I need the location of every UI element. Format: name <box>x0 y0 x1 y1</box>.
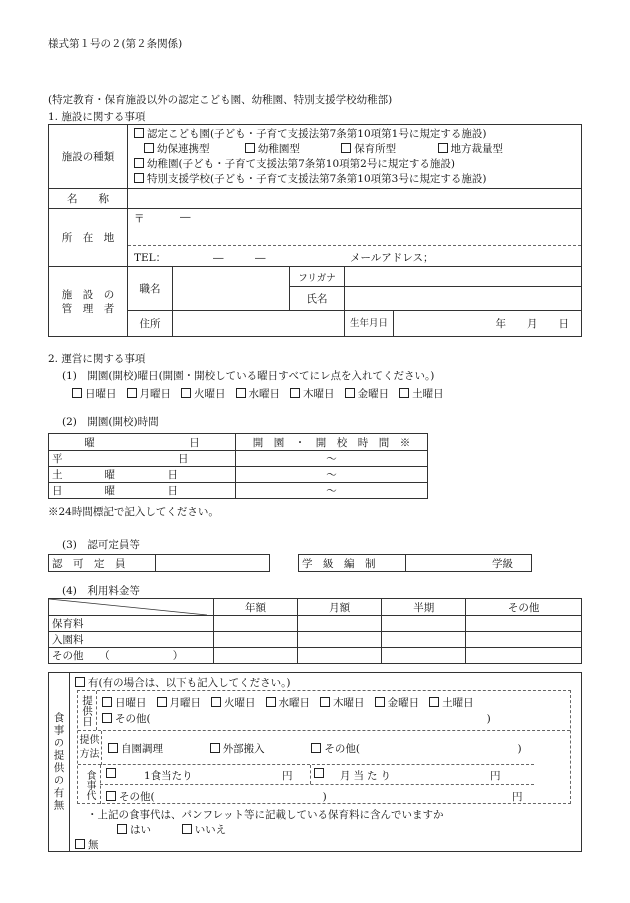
days-label: 提供日 <box>81 694 93 727</box>
fee-col-annual: 年額 <box>214 599 298 616</box>
dob-label: 生年月日 <box>345 311 394 337</box>
meals-answer-row <box>117 822 226 837</box>
answer-no: いいえ <box>194 824 227 836</box>
method-option: 外部搬入 <box>222 743 265 755</box>
per-meal-cell[interactable] <box>100 765 311 784</box>
method-row <box>78 730 570 765</box>
sub-option: 保育所型 <box>354 142 397 155</box>
method-option: 自園調理 <box>121 743 163 755</box>
checkbox[interactable] <box>211 697 221 707</box>
capacity-label: 認 可 定 員 <box>49 555 156 572</box>
manager-label: 管 理 者 <box>61 302 115 315</box>
residence-label: 住所 <box>128 311 173 337</box>
form-subtitle: (特定教育・保育施設以外の認定こども園、幼稚園、特別支援学校幼稚部) <box>48 94 393 106</box>
option-special-school: 特別支援学校(子ども・子育て支援法第7条第10項第3号に規定する施設) <box>147 172 487 185</box>
opening-days-title: (1) 開園(開校)曜日(開園・開校している曜日すべてにレ点を入れてください。) <box>62 370 435 382</box>
hours-row-field[interactable]: ～ <box>236 467 428 483</box>
days-label-cell <box>78 691 97 730</box>
name-field[interactable] <box>128 189 582 209</box>
day-label: 水曜日 <box>248 388 281 400</box>
sub-option: 幼稚園型 <box>257 142 300 155</box>
hours-head-time: 開 園 ・ 開 校 時 間 ※ <box>236 434 428 451</box>
checkbox[interactable] <box>108 743 118 753</box>
checkbox[interactable] <box>102 713 112 723</box>
meal-days-other <box>102 711 491 726</box>
checkbox[interactable] <box>75 839 85 849</box>
residence-field[interactable] <box>173 311 345 337</box>
checkbox[interactable] <box>134 173 144 183</box>
fee-cell[interactable] <box>298 616 382 632</box>
meals-no-row <box>75 837 99 852</box>
fee-cell[interactable] <box>214 616 298 632</box>
fee-col-half: 半期 <box>382 599 466 616</box>
checkbox[interactable] <box>106 768 116 778</box>
checkbox[interactable] <box>75 677 85 687</box>
yen-label: 円 <box>490 770 501 782</box>
checkbox[interactable] <box>134 128 144 138</box>
hours-row-label: 日 曜 日 <box>49 483 236 499</box>
capacity-table <box>48 554 270 572</box>
day-label: 金曜日 <box>357 388 390 400</box>
dob-field[interactable]: 年 月 日 <box>394 311 582 337</box>
fees-corner <box>49 599 214 616</box>
fee-cell[interactable] <box>382 632 466 648</box>
checkbox[interactable] <box>290 388 300 398</box>
furigana-label: フリガナ <box>290 267 345 287</box>
checkbox[interactable] <box>117 824 127 834</box>
cost-row <box>78 764 534 804</box>
checkbox[interactable] <box>157 697 167 707</box>
opening-hours-title: (2) 開園(開校)時間 <box>62 416 159 428</box>
fee-row-label: 保育料 <box>49 616 214 632</box>
section1-heading: 1. 施設に関する事項 <box>48 111 146 123</box>
yen-label: 円 <box>282 770 293 782</box>
day-label: 月曜日 <box>139 388 172 400</box>
hours-note: ※24時間標記で記入してください。 <box>48 506 219 518</box>
capacity-title: (3) 認可定員等 <box>62 539 140 551</box>
diagonal-line <box>49 599 207 615</box>
option-kodomoen: 認定こども園(子ども・子育て支援法第7条第10項第1号に規定する施設) <box>147 127 487 140</box>
checkbox[interactable] <box>182 824 192 834</box>
checkbox[interactable] <box>429 697 439 707</box>
other-label: その他( ) <box>115 713 491 725</box>
contact-row[interactable] <box>128 245 581 266</box>
manager-label: 施 設 の <box>61 288 115 301</box>
hours-row-field[interactable]: ～ <box>236 451 428 467</box>
hours-table <box>48 433 428 499</box>
yen-label: 円 <box>512 791 523 803</box>
day-label: 金曜日 <box>387 697 420 709</box>
class-field[interactable]: 学級 <box>406 555 532 572</box>
checkbox[interactable] <box>106 791 116 801</box>
sub-option: 地方裁量型 <box>450 142 504 155</box>
fee-cell[interactable] <box>382 648 466 664</box>
checkbox[interactable] <box>341 143 351 153</box>
method-option: その他( ) <box>324 743 522 755</box>
fees-title: (4) 利用料金等 <box>62 585 140 597</box>
day-label: 火曜日 <box>194 388 226 400</box>
meals-question: ・上記の食事代は、パンフレット等に記載している保育料に含んでいますか <box>87 809 444 821</box>
hours-row-label: 土 曜 日 <box>49 467 236 483</box>
tel-label: TEL： <box>134 252 167 264</box>
cost-label-cell <box>78 765 101 804</box>
sub-option: 幼保連携型 <box>157 142 210 155</box>
meals-box <box>48 672 582 852</box>
day-label: 日曜日 <box>85 388 117 400</box>
fee-cell[interactable] <box>466 632 582 648</box>
full-name-field[interactable] <box>345 287 582 311</box>
cost-other-label: その他( ) <box>119 791 327 803</box>
job-title-label: 職名 <box>128 267 173 311</box>
cost-label: 食事代 <box>84 769 95 800</box>
hours-row-field[interactable]: ～ <box>236 483 428 499</box>
cost-other-cell[interactable] <box>100 784 534 805</box>
checkbox[interactable] <box>245 143 255 153</box>
day-label: 木曜日 <box>333 697 365 709</box>
hours-row-label: 平 日 <box>49 451 236 467</box>
name-label: 名 称 <box>49 189 128 209</box>
section2-heading: 2. 運営に関する事項 <box>48 353 146 365</box>
per-meal-label: 1食当たり <box>144 770 193 782</box>
fee-cell[interactable] <box>466 648 582 664</box>
fee-col-monthly: 月額 <box>298 599 382 616</box>
checkbox[interactable] <box>210 743 220 753</box>
method-label: 提供方法 <box>78 731 102 765</box>
full-name-label: 氏名 <box>290 287 345 311</box>
fee-cell[interactable] <box>214 632 298 648</box>
fee-cell[interactable] <box>298 632 382 648</box>
day-label: 水曜日 <box>278 697 311 709</box>
furigana-field[interactable] <box>345 267 582 287</box>
fee-cell[interactable] <box>298 648 382 664</box>
job-title-field[interactable] <box>173 267 290 311</box>
meals-no-label: 無 <box>88 839 99 851</box>
meals-side-label: 食事の提供の有無 <box>52 712 65 812</box>
per-month-cell[interactable] <box>310 765 534 784</box>
day-label: 日曜日 <box>115 697 147 709</box>
day-label: 月曜日 <box>169 697 202 709</box>
checkbox[interactable] <box>311 743 321 753</box>
meals-yes-row <box>75 675 290 690</box>
fee-row-label: 入園料 <box>49 632 214 648</box>
checkbox[interactable] <box>144 143 154 153</box>
class-table <box>298 554 532 572</box>
checkbox[interactable] <box>399 388 409 398</box>
facility-type-label: 施設の種類 <box>49 125 128 189</box>
per-month-label: 月当たり <box>340 770 394 782</box>
meal-days-row <box>102 695 474 710</box>
fee-cell[interactable] <box>466 616 582 632</box>
checkbox[interactable] <box>345 388 355 398</box>
option-kindergarten: 幼稚園(子ども・子育て支援法第7条第10項第2号に規定する施設) <box>147 157 455 170</box>
form-number: 様式第１号の２(第２条関係) <box>48 38 183 50</box>
postal-mark: 〒 <box>134 213 145 225</box>
fee-row-label: その他 （ ） <box>49 648 214 664</box>
facility-table <box>48 124 582 337</box>
checkbox[interactable] <box>134 158 144 168</box>
meals-side-cell <box>49 673 70 851</box>
checkbox[interactable] <box>236 388 246 398</box>
fee-col-other: その他 <box>466 599 582 616</box>
address-field[interactable] <box>128 209 581 245</box>
meals-detail-box <box>77 690 571 804</box>
checkbox[interactable] <box>438 143 448 153</box>
checkbox[interactable] <box>320 697 330 707</box>
capacity-field[interactable] <box>156 555 270 572</box>
opening-days-row <box>72 386 444 401</box>
day-label: 土曜日 <box>412 388 444 400</box>
day-label: 火曜日 <box>224 697 256 709</box>
fee-cell[interactable] <box>214 648 298 664</box>
postal-dash: ― <box>180 211 191 223</box>
checkbox[interactable] <box>375 697 385 707</box>
fees-table <box>48 598 582 664</box>
checkbox[interactable] <box>72 388 82 398</box>
day-label: 木曜日 <box>303 388 335 400</box>
hours-head-day: 曜 日 <box>49 434 236 451</box>
checkbox[interactable] <box>314 768 324 778</box>
checkbox[interactable] <box>127 388 137 398</box>
meals-yes-label: 有(有の場合は、以下も記入してください。) <box>88 677 291 689</box>
fee-cell[interactable] <box>382 616 466 632</box>
checkbox[interactable] <box>266 697 276 707</box>
address-label: 所 在 地 <box>49 209 128 267</box>
checkbox[interactable] <box>181 388 191 398</box>
answer-yes: はい <box>130 824 151 836</box>
email-label: メールアドレス； <box>350 252 434 264</box>
checkbox[interactable] <box>102 697 112 707</box>
class-label: 学 級 編 制 <box>299 555 406 572</box>
tel-dash: ― ― <box>213 252 266 264</box>
day-label: 土曜日 <box>442 697 474 709</box>
